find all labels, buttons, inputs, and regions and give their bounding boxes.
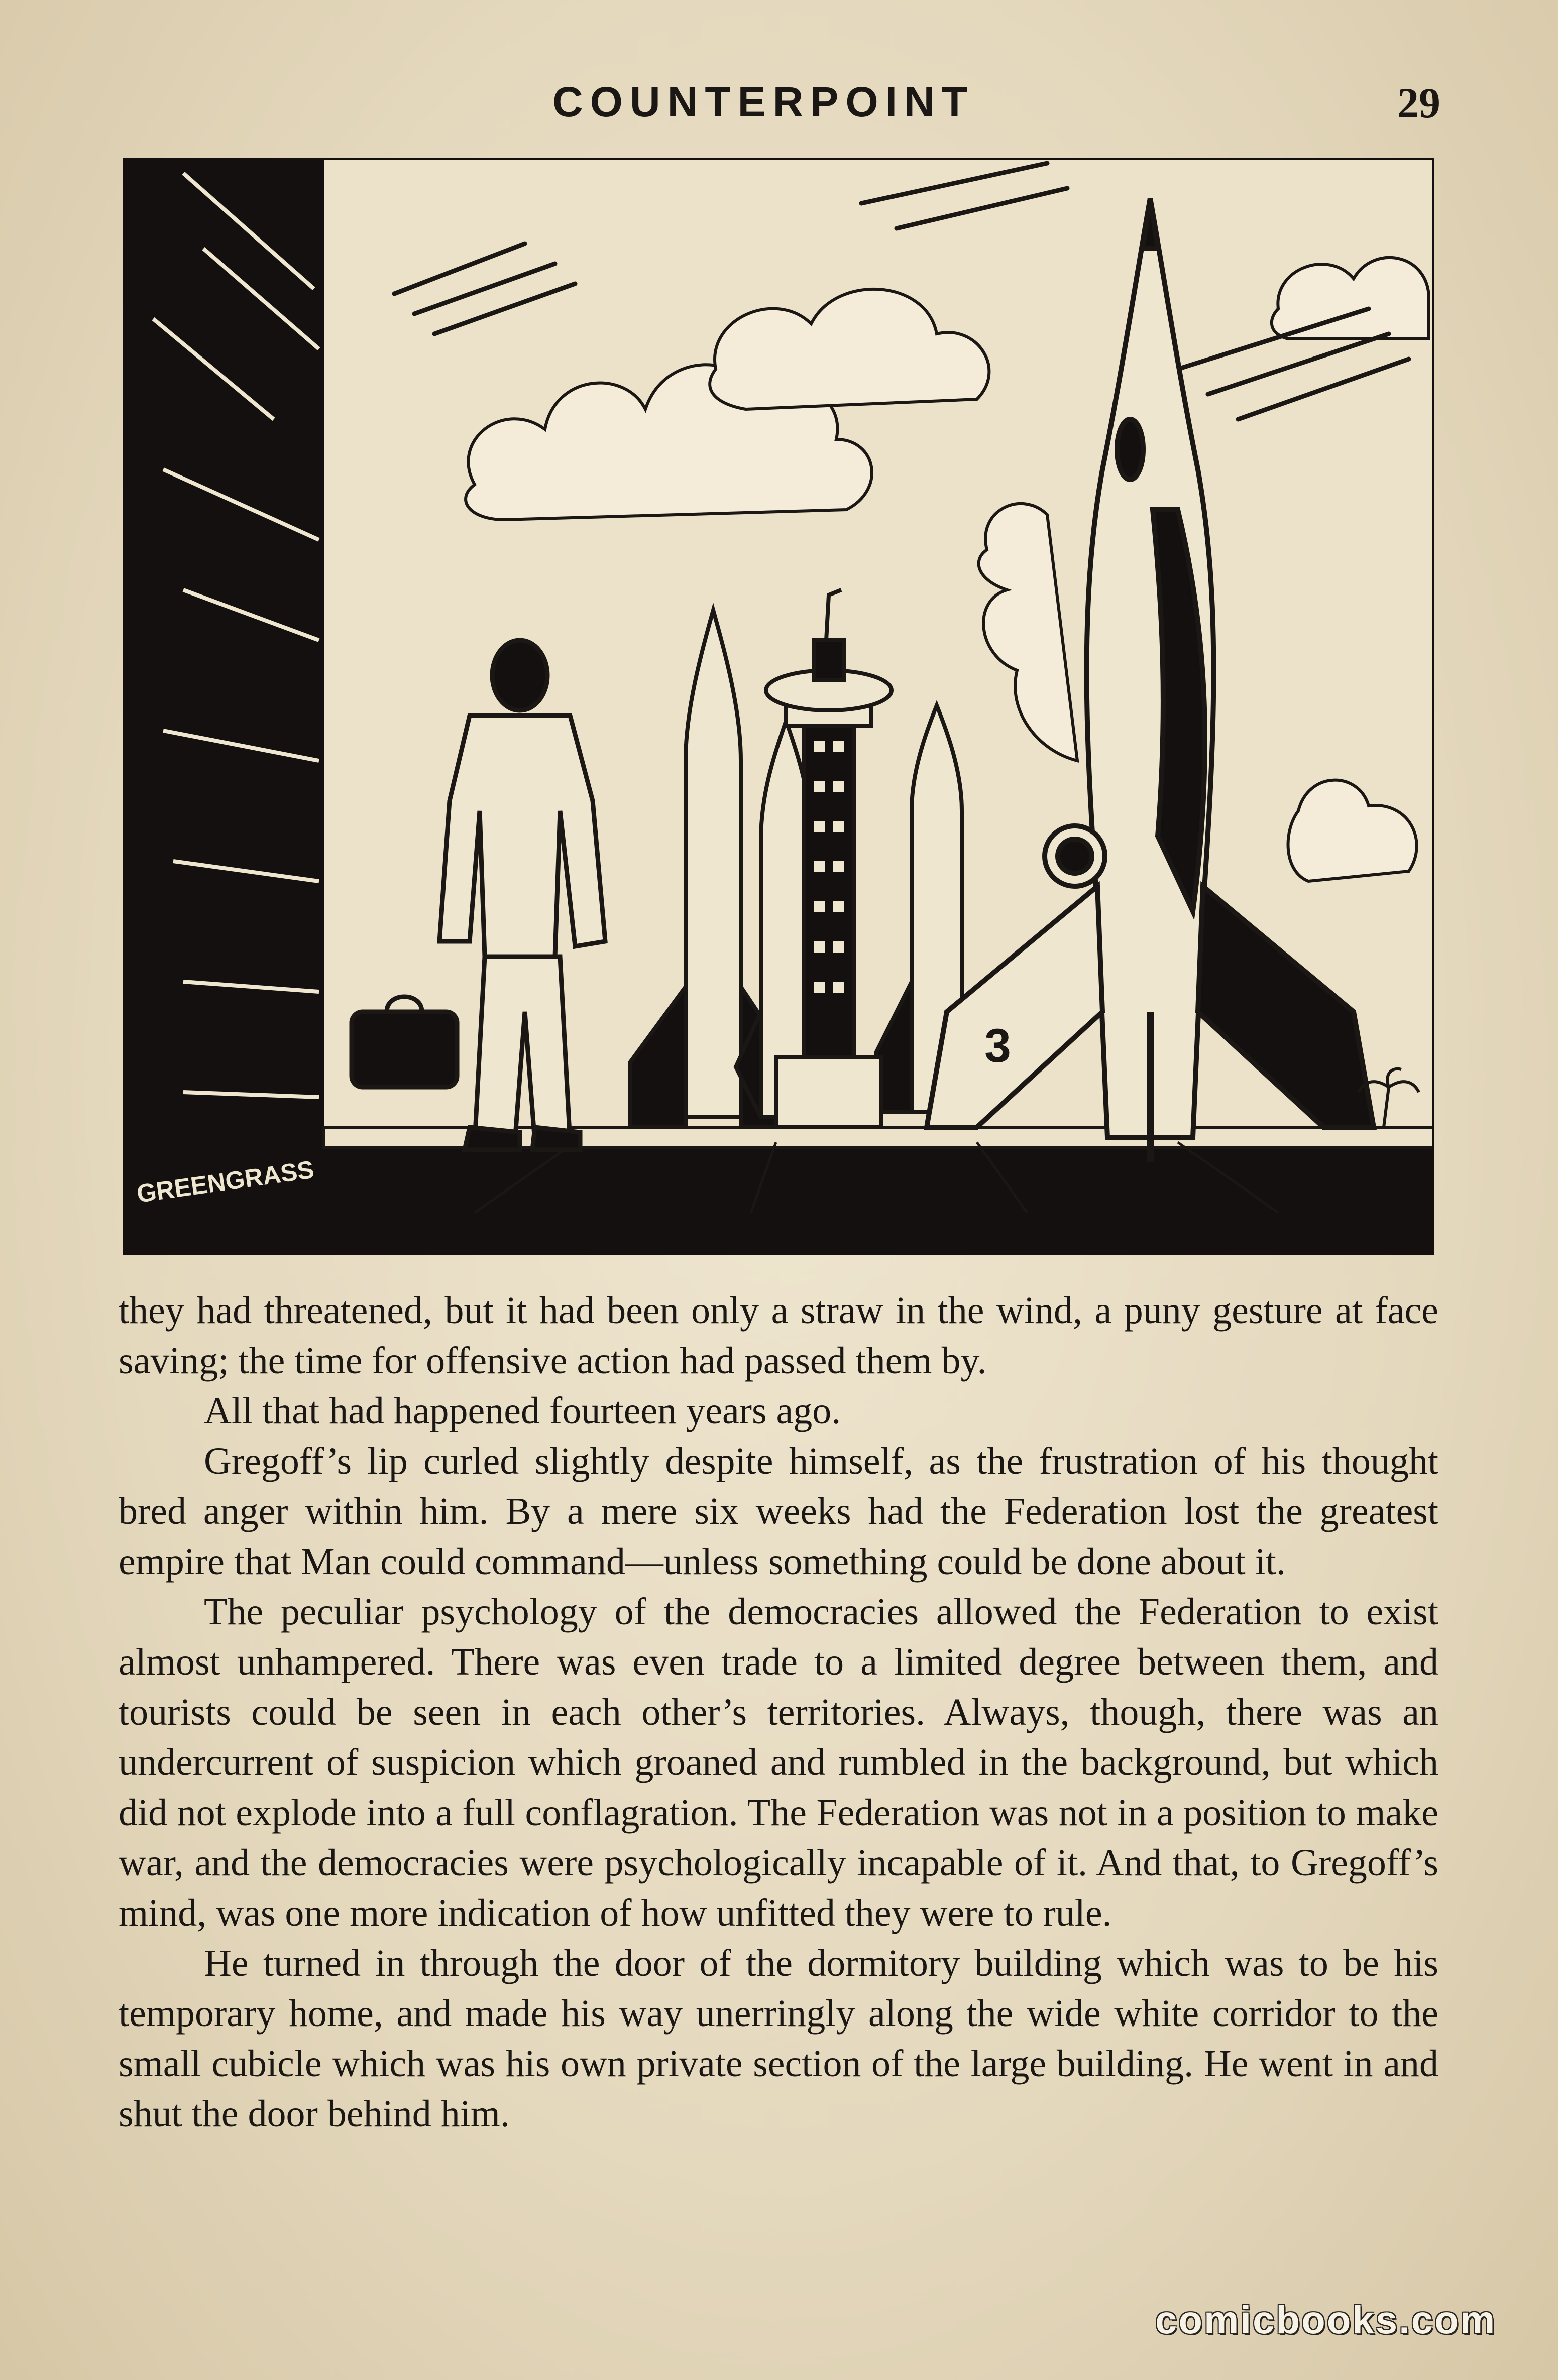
paragraph: The peculiar psychology of the democracies allowed the Federation to exist almost unhampered. There was even trade to a limited degree between them, and tourists could be seen in each other’s territories. Always, though, there was an undercurrent of suspicion which groaned and rumbled in the background, but which did not explode into a full conflagration. The Federation was not in a position to make war, and the democracies were psychologically incapable of it. And that, to Gregoff’s mind, was one more indication of how unfitted they were to rule.	[119, 1591, 1438, 1934]
paragraph: All that had happened fourteen years ago.	[204, 1390, 841, 1432]
spaceport-illustration	[123, 158, 1434, 1255]
rocket-number: 3	[984, 1019, 1011, 1073]
paragraph-continued: they had threatened, but it had been only a straw in the wind, a puny gesture at face saving; the time for offensive action had passed them by.	[119, 1289, 1438, 1382]
running-title: COUNTERPOINT	[552, 78, 974, 126]
artist-signature: GREENGRASS	[135, 1155, 316, 1208]
body-text	[119, 1285, 1438, 2139]
page-number: 29	[1397, 79, 1440, 127]
paragraph: Gregoff’s lip curled slightly despite himself, as the frustration of his thought bred anger within him. By a mere six weeks had the Federation lost the greatest empire that Man could command—unless something could be done about it.	[119, 1440, 1438, 1583]
paragraph: He turned in through the door of the dormitory building which was to be his temporary home, and made his way unerringly along the wide white corridor to the small cubicle which was his own private section of the large building. He went in and shut the door behind him.	[119, 1942, 1438, 2135]
page-header	[0, 78, 1558, 133]
dark-wall	[123, 158, 324, 1255]
site-watermark: comicbooks.com	[1155, 2298, 1497, 2342]
